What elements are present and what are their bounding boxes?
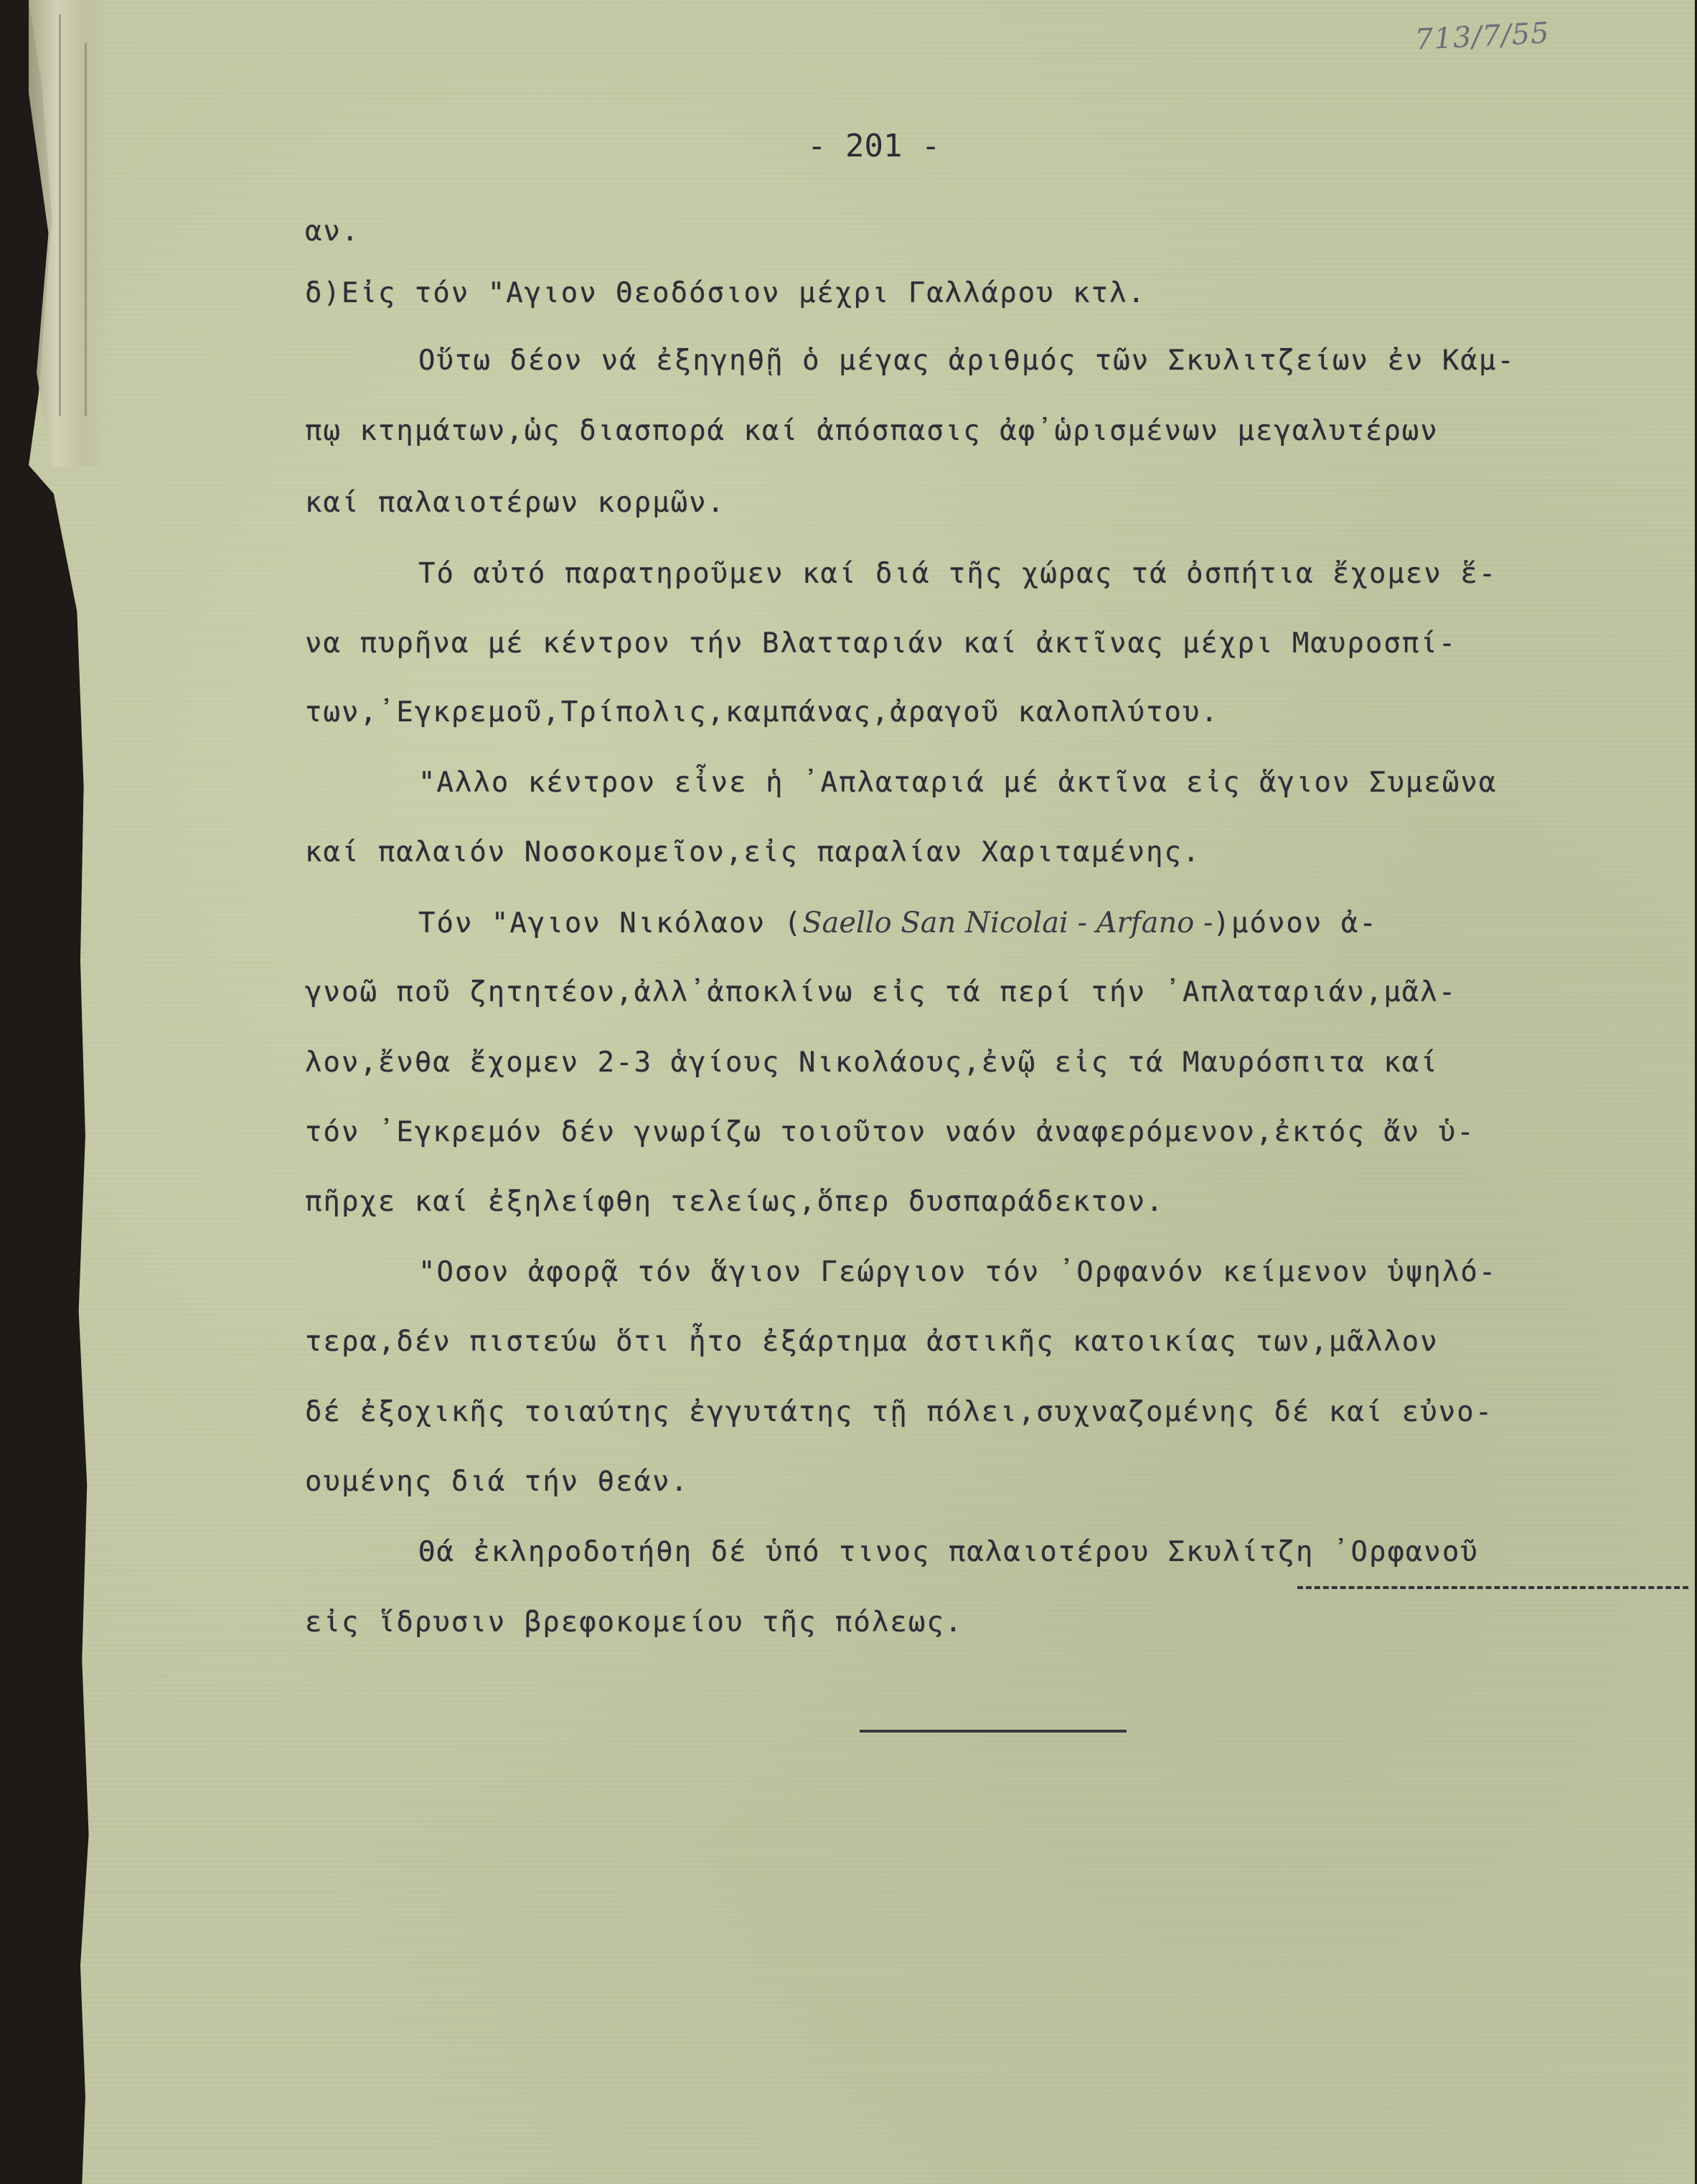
text-line: "Οσον ἀφορᾷ τόν ἅγιον Γεώργιον τόν ᾽Ορφανόν κείμενον ὑψηλό- [418,1256,1498,1288]
text-line: πῳ κτημάτων,ὡς διασπορά καί ἀπόσπασις ἀφ᾽ὡρισμένων μεγαλυτέρων [305,415,1439,447]
text-line: "Αλλο κέντρον εἶνε ἡ ᾽Απλαταριά μέ ἀκτῖνα εἰς ἅγιον Συμεῶνα [418,767,1498,799]
binding-crease [59,14,61,416]
text-line: λον,ἔνθα ἔχομεν 2-3 ἁγίους Νικολάους,ἐνῷ εἰς τά Μαυρόσπιτα καί [305,1046,1439,1079]
text-line: των,᾽Εγκρεμοῦ,Τρίπολις,καμπάνας,ἀραγοῦ καλοπλύτου. [305,696,1219,728]
text-line: Τό αὐτό παρατηροῦμεν καί διά τῆς χώρας τά ὀσπήτια ἔχομεν ἕ- [418,558,1498,590]
text-line: καί παλαιοτέρων κορμῶν. [305,487,726,519]
text-segment: )μόνον ἀ- [1213,907,1378,939]
text-line: εἰς ἵδρυσιν βρεφοκομείου τῆς πόλεως. [305,1606,964,1639]
text-line: δ)Εἰς τόν "Αγιον Θεοδόσιον μέχρι Γαλλάρου κτλ. [305,277,1147,309]
text-line: καί παλαιόν Νοσοκομεῖον,εἰς παραλίαν Χαριταμένης. [305,836,1201,868]
text-line: πῆρχε καί ἐξηλείφθη τελείως,ὅπερ δυσπαράδεκτον. [305,1186,1165,1218]
page-number: - 201 - [807,128,941,164]
text-line: ουμένης διά τήν θεάν. [305,1466,690,1498]
closing-rule [860,1730,1127,1733]
text-line: τερα,δέν πιστεύω ὅτι ἦτο ἐξάρτημα ἀστικῆς κατοικίας των,μᾶλλον [305,1326,1439,1358]
text-line: τόν ᾽Εγκρεμόν δέν γνωρίζω τοιοῦτον ναόν ἀναφερόμενον,ἐκτός ἄν ὑ- [305,1116,1475,1148]
text-line: Θά ἐκληροδοτήθη δέ ὑπό τινος παλαιοτέρου Σκυλίτζη ᾽Ορφανοῦ [418,1536,1479,1568]
text-line: αν. [305,215,360,248]
dashed-underline [1297,1586,1688,1589]
handwritten-insertion: Saello San Nicolai - Arfano - [802,906,1213,939]
archive-reference-mark: 713/7/55 [1414,17,1551,57]
text-line [418,905,1378,942]
paper-sheet [29,0,1695,2184]
text-line: γνοῶ ποῦ ζητητέον,ἀλλ᾽ἀποκλίνω εἰς τά περί τήν ᾽Απλαταριάν,μᾶλ- [305,976,1457,1008]
text-line: δέ ἐξοχικῆς τοιαύτης ἐγγυτάτης τῇ πόλει,συχναζομένης δέ καί εὐνο- [305,1396,1494,1428]
binding-edge [29,0,108,467]
text-line: Οὕτω δέον νά ἐξηγηθῇ ὁ μέγας ἀριθμός τῶν Σκυλιτζείων ἐν Κάμ- [418,345,1515,377]
binding-crease [85,43,87,416]
text-segment: Τόν "Αγιον Νικόλαον ( [418,907,803,939]
text-line: να πυρῆνα μέ κέντρον τήν Βλατταριάν καί ἀκτῖνας μέχρι Μαυροσπί- [305,627,1457,660]
